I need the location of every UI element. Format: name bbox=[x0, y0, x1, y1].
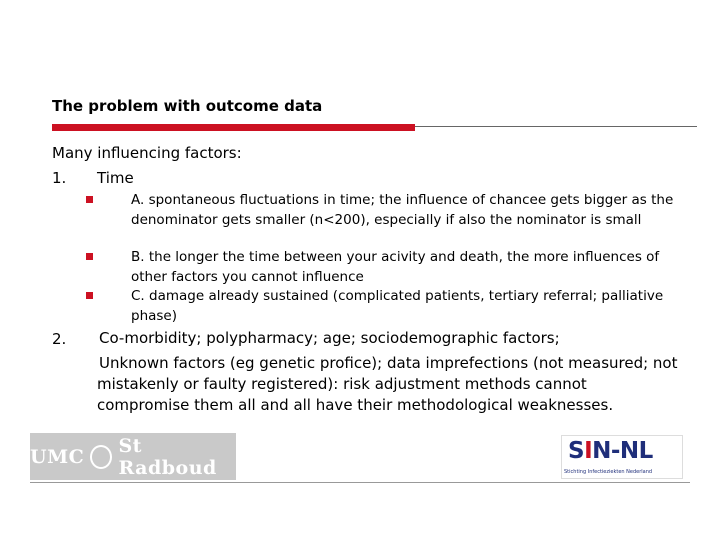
sin-nl-wordmark: SIN-NL bbox=[568, 438, 653, 464]
subitem-c: C. damage already sustained (complicated patients, tertiary referral; palliative phase) bbox=[131, 288, 664, 324]
subitem-b: B. the longer the time between your acivity and death, the more influences of other factors you cannot influence bbox=[131, 249, 660, 285]
seal-icon bbox=[90, 445, 112, 469]
item-2-label: Co-morbidity; polypharmacy; age; sociodemographic factors; bbox=[99, 329, 560, 347]
sin-nl-logo bbox=[561, 435, 683, 479]
intro-text: Many influencing factors: bbox=[52, 144, 242, 162]
item-1-label: Time bbox=[97, 169, 134, 187]
umc-st-radboud-logo bbox=[30, 433, 236, 480]
square-bullet-icon bbox=[86, 292, 93, 299]
subitem-a: A. spontaneous fluctuations in time; the influence of chancee gets bigger as the denominator gets smaller (n<200), especially if also the nominator is small bbox=[131, 192, 674, 228]
item-2-number: 2. bbox=[52, 330, 67, 348]
square-bullet-icon bbox=[86, 253, 93, 260]
square-bullet-icon bbox=[86, 196, 93, 203]
slide-title: The problem with outcome data bbox=[52, 97, 323, 115]
umc-logo-text: UMC bbox=[30, 445, 85, 468]
item-2-detail: Unknown factors (eg genetic profice); data imprefections (not measured; not mistakenly or faulty registered): risk adjustment methods cannot compromise them all and all have their methodological weaknesses. bbox=[97, 354, 678, 414]
title-accent-bar bbox=[52, 124, 415, 131]
radboud-logo-text: St Radboud bbox=[118, 434, 217, 479]
footer-divider bbox=[30, 482, 690, 483]
sin-nl-tagline: Stichting Infectieziekten Nederland bbox=[564, 469, 653, 475]
item-1-number: 1. bbox=[52, 169, 67, 187]
